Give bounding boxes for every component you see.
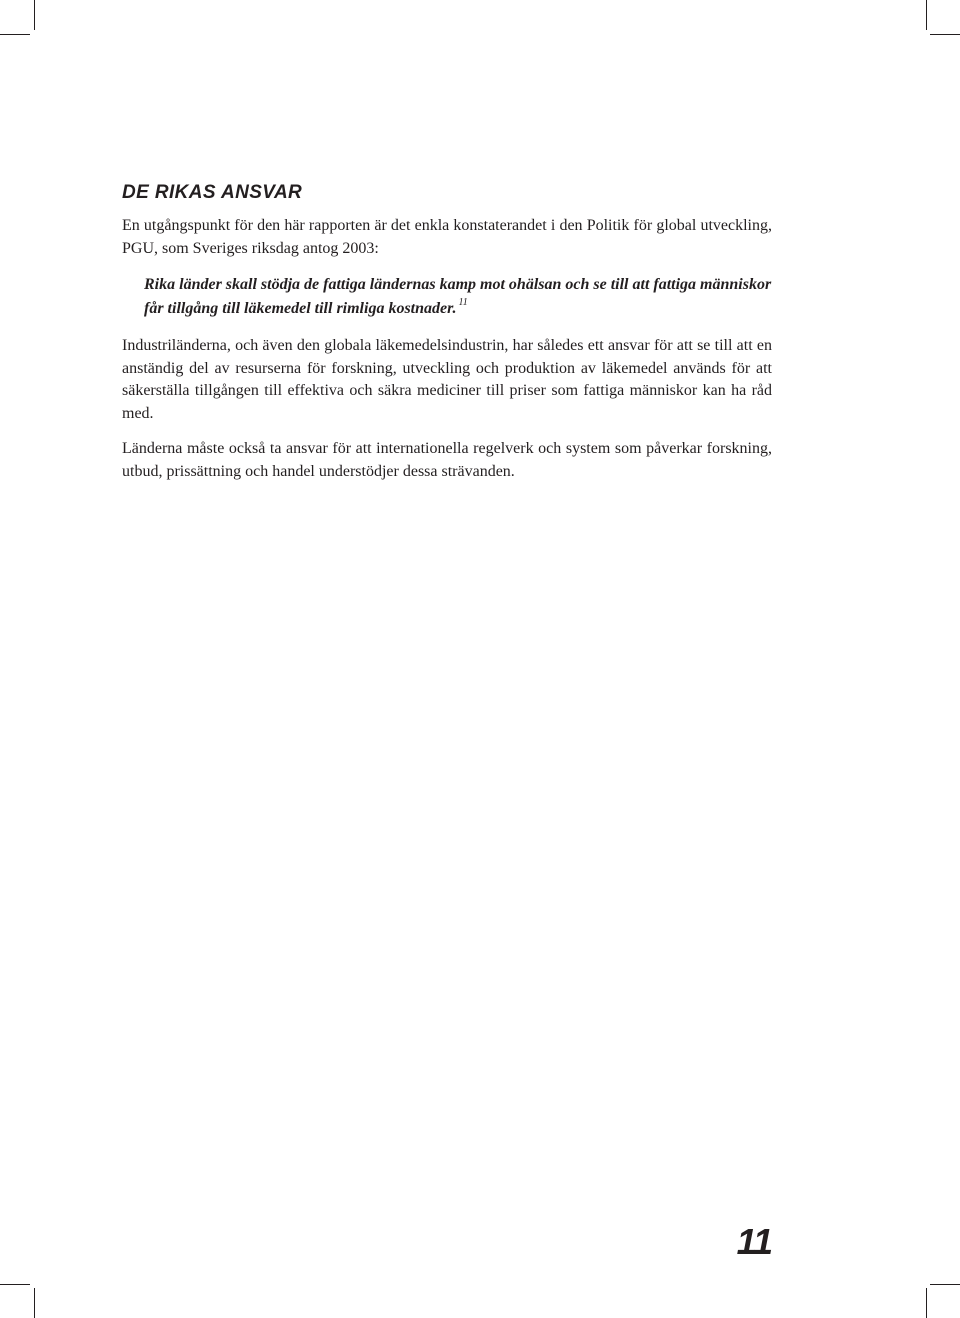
crop-mark-bottom-left-horizontal bbox=[0, 1284, 30, 1285]
crop-mark-top-right-vertical bbox=[926, 0, 927, 30]
page-content bbox=[122, 180, 772, 483]
crop-mark-top-left-vertical bbox=[34, 0, 35, 30]
crop-mark-top-left-horizontal bbox=[0, 34, 30, 35]
section-heading: DE RIKAS ANSVAR bbox=[122, 182, 303, 203]
crop-mark-top-right-horizontal bbox=[930, 34, 960, 35]
intro-paragraph: En utgångspunkt för den här rapporten är det enkla konstaterandet i den Politik för global utveckling, PGU, som Sveriges riksdag antog 2003: bbox=[122, 217, 772, 257]
regulation-paragraph: Länderna måste också ta ansvar för att internationella regelverk och system som påverkar forskning, utbud, prissättning och handel understödjer dessa strävanden. bbox=[122, 440, 772, 480]
page-number: 11 bbox=[736, 1221, 772, 1262]
quote-text: Rika länder skall stödja de fattiga ländernas kamp mot ohälsan och se till att fattiga människor får tillgång till läkemedel till rimliga kostnader. bbox=[144, 276, 772, 317]
crop-mark-bottom-right-vertical bbox=[926, 1288, 927, 1318]
responsibility-paragraph: Industriländerna, och även den globala läkemedelsindustrin, har således ett ansvar för att se till att en anständig del av resurserna för forskning, utveckling och produktion av läkemedel används för att säkerställa tillgången till effektiva och säkra mediciner till priser som fattiga människor kan ha råd med. bbox=[122, 337, 772, 422]
policy-quote bbox=[144, 273, 784, 321]
crop-mark-bottom-left-vertical bbox=[34, 1288, 35, 1318]
crop-mark-bottom-right-horizontal bbox=[930, 1284, 960, 1285]
footnote-reference: 11 bbox=[458, 297, 468, 308]
